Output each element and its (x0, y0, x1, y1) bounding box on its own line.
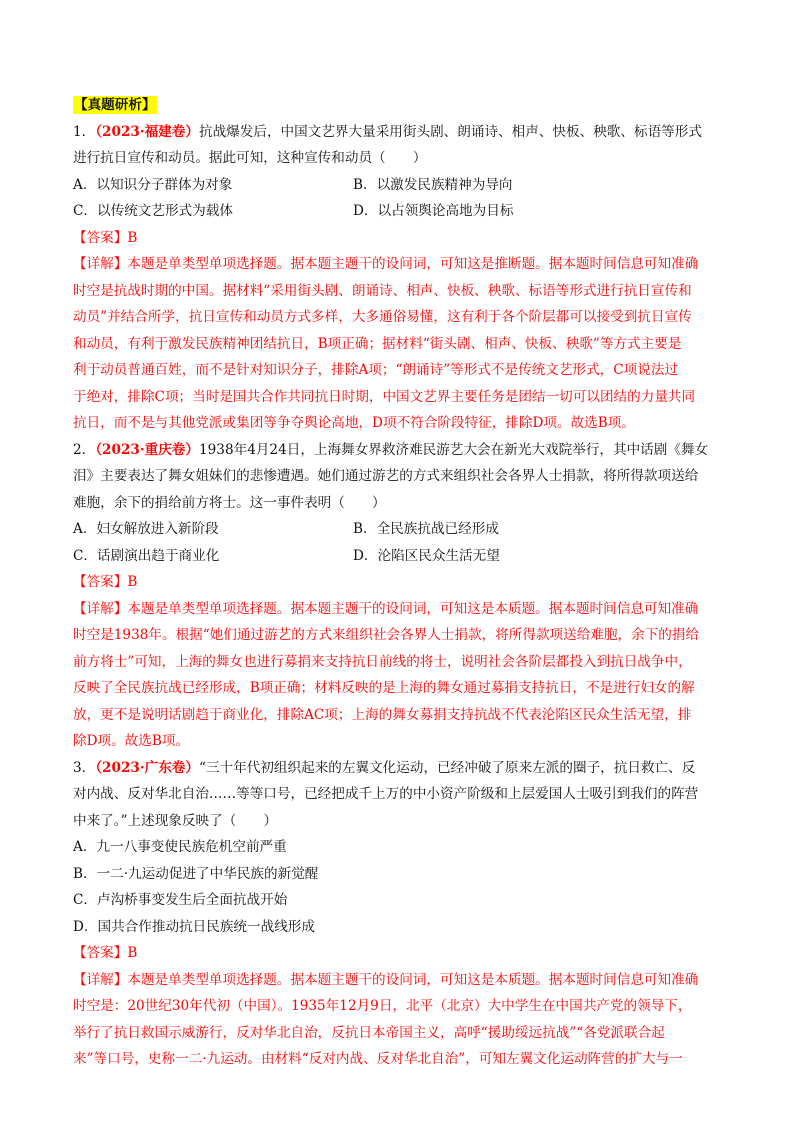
answer-label: 【答案】 (73, 229, 128, 246)
question-stem-line (73, 755, 733, 782)
question-number: 3． (73, 759, 96, 776)
option-a: A．九一八事变使民族危机空前严重 (73, 839, 287, 855)
detail-line (73, 596, 733, 623)
option-b: B．以激发民族精神为导向 (353, 176, 513, 193)
question-number: 2． (73, 441, 96, 458)
question-source: （2023·福建卷） (95, 123, 199, 140)
detail-text: 本题是单类型单项选择题。据本题主题干的设问词，可知这是本质题。据本题时间信息可知准确 (127, 971, 699, 988)
detail-text: 本题是单类型单项选择题。据本题主题干的设问词，可知这是推断题。据本题时间信息可知准确 (127, 256, 699, 272)
detail-line: 除D项。故选B项。 (73, 733, 190, 749)
detail-line: 于绝对，排除C项；当时是国共合作共同抗日时期，中国文艺界主要任务是团结一切可以团结的力量共同 (73, 388, 696, 405)
detail-label: 【详解】 (73, 256, 128, 272)
detail-line: 前方将士”可知，上海的舞女也进行募捐来支持抗日前线的将士，说明社会各阶层都投入到抗日战争中， (73, 653, 692, 670)
option-a: A．妇女解放进入新阶段 (73, 521, 219, 537)
detail-text: 本题是单类型单项选择题。据本题主题干的设问词，可知这是本质题。据本题时间信息可知准确 (127, 600, 699, 617)
detail-line (73, 967, 733, 994)
document-page (73, 92, 733, 1073)
answer-line (73, 940, 733, 967)
question-stem-line (73, 119, 733, 146)
answer-value: B (127, 574, 138, 590)
question-1 (73, 119, 733, 437)
detail-line: 放，更不是说明话剧趋于商业化，排除AC项；上海的舞女募捐支持抗战不代表沦陷区民众生活无望，排 (73, 706, 692, 723)
detail-block (73, 251, 733, 437)
option-d: D．以占领舆论高地为目标 (353, 203, 514, 219)
answer-label: 【答案】 (73, 574, 128, 590)
answer-value: B (127, 945, 138, 961)
detail-line: 时空是1938年。根据“她们通过游艺的方式来组织社会各界人士捐款，将所得款项送给难胞，余下的捐给 (73, 627, 700, 643)
detail-label: 【详解】 (73, 971, 128, 988)
detail-block (73, 967, 733, 1073)
detail-line: 和动员，有利于激发民族精神团结抗日，B项正确；据材料“街头剧、相声、快板、秧歌”等方式主要是 (73, 335, 682, 352)
answer-value: B (127, 229, 138, 246)
question-source: （2023·广东卷） (95, 759, 199, 776)
detail-line: 举行了抗日救国示威游行，反对华北自治，反抗日本帝国主义，高呼“援助绥远抗战”“各党派联合起 (73, 1024, 665, 1041)
question-2 (73, 437, 733, 755)
answer-line (73, 569, 733, 596)
detail-line: 时空是抗战时期的中国。据材料“采用街头剧、朗诵诗、相声、快板、秧歌、标语等形式进行抗日宣传和 (73, 282, 692, 299)
answer-line (73, 225, 733, 252)
question-stem-text: “三十年代初组织起来的左翼文化运动，已经冲破了原来左派的圈子，抗日救亡、反 (199, 759, 696, 776)
option-d: D．国共合作推动抗日民族统一战线形成 (73, 918, 315, 935)
option-c: C．以传统文艺形式为载体 (73, 203, 233, 219)
question-stem-line: 泪》主要表达了舞女姐妹们的悲惨遭遇。她们通过游艺的方式来组织社会各界人士捐款，将所得款项送给 (73, 468, 699, 484)
question-stem-line: 中来了。”上述现象反映了（ ） (73, 812, 278, 829)
section-title: 【真题研析】 (74, 97, 156, 113)
detail-block (73, 596, 733, 755)
detail-label: 【详解】 (73, 600, 128, 617)
detail-line: 来”等口号，史称一二·九运动。由材料“反对内战、反对华北自治”，可知左翼文化运动阵营的扩大与一 (73, 1051, 683, 1067)
detail-line: 时空是：20世纪30年代初（中国）。1935年12月9日，北平（北京）大中学生在中国共产党的领导下， (73, 998, 692, 1014)
option-d: D．沦陷区民众生活无望 (353, 547, 500, 564)
option-c: C．话剧演出趋于商业化 (73, 547, 220, 564)
answer-label: 【答案】 (73, 945, 128, 961)
options-grid (73, 516, 733, 569)
question-stem-text: 1938年4月24日，上海舞女界救济难民游艺大会在新光大戏院举行，其中话剧《舞女 (199, 441, 709, 458)
question-stem-line: 难胞，余下的捐给前方将士。这一事件表明（ ） (73, 494, 386, 511)
question-3 (73, 755, 733, 1073)
detail-line: 利于动员普通百姓，而不是针对知识分子，排除A项；“朗诵诗”等形式不是传统文艺形式，C项说法过 (73, 362, 679, 378)
question-source: （2023·重庆卷） (95, 441, 199, 458)
option-b: B．一二·九运动促进了中华民族的新觉醒 (73, 865, 319, 882)
question-stem-line: 对内战、反对华北自治……等等口号，已经把成千上万的中小资产阶级和上层爱国人士吸引到我们的阵营 (73, 786, 699, 802)
option-a: A．以知识分子群体为对象 (73, 176, 233, 193)
question-stem-line: 进行抗日宣传和动员。据此可知，这种宣传和动员（ ） (73, 150, 427, 166)
option-c: C．卢沟桥事变发生后全面抗战开始 (73, 892, 288, 908)
question-stem-line (73, 437, 733, 464)
detail-line: 反映了全民族抗战已经形成，B项正确；材料反映的是上海的舞女通过募捐支持抗日，不是进行妇女的解 (73, 680, 695, 696)
detail-line: 动员”并结合所学，抗日宣传和动员方式多样，大多通俗易懂，这有利于各个阶层都可以接受到抗日宣传 (73, 309, 692, 325)
question-number: 1． (73, 123, 96, 140)
detail-line: 抗日，而不是与其他党派或集团等争夺舆论高地，D项不符合阶段特征，排除D项。故选B项。 (73, 415, 635, 431)
question-stem-text: 抗战爆发后，中国文艺界大量采用街头剧、朗诵诗、相声、快板、秧歌、标语等形式 (199, 123, 702, 140)
options-list (73, 834, 733, 940)
options-grid (73, 172, 733, 225)
detail-line (73, 251, 733, 278)
option-b: B．全民族抗战已经形成 (353, 521, 499, 537)
